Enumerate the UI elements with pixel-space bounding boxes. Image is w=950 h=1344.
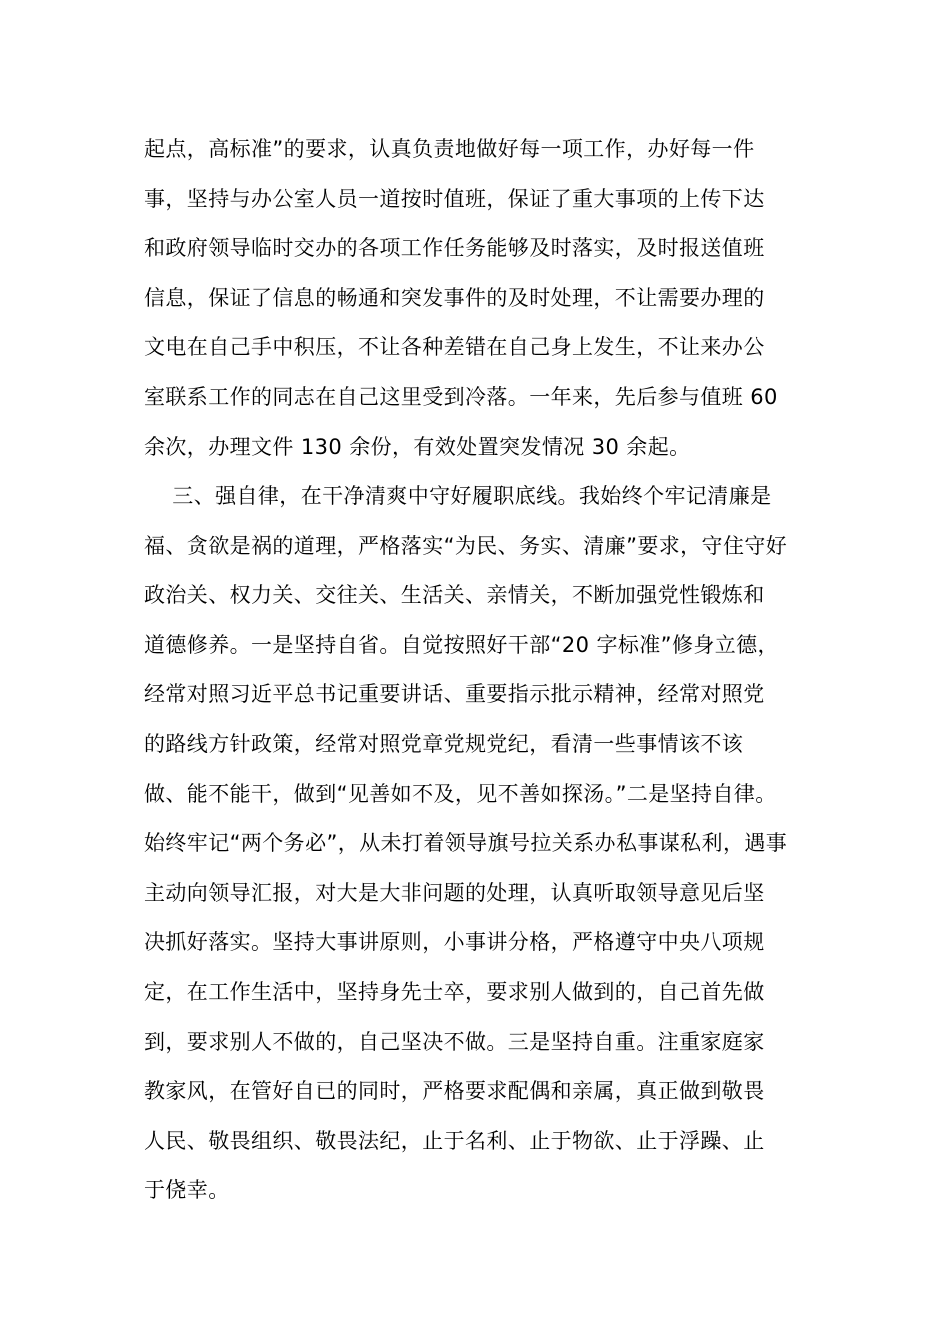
paragraph-1 <box>144 125 810 472</box>
text-line: 政治关、权力关、交往关、生活关、亲情关，不断加强党性锻炼和 <box>144 583 765 608</box>
text-line: 经常对照习近平总书记重要讲话、重要指示批示精神，经常对照党 <box>144 682 765 707</box>
text-line: 信息，保证了信息的畅通和突发事件的及时处理，不让需要办理的 <box>144 285 765 310</box>
text-line: 室联系工作的同志在自己这里受到冷落。一年来，先后参与值班 60 <box>144 384 778 409</box>
text-line: 定，在工作生活中，坚持身先士卒，要求别人做到的，自己首先做 <box>144 979 765 1004</box>
text-line: 人民、敬畏组织、敬畏法纪，止于名利、止于物欲、止于浮躁、止 <box>144 1128 765 1153</box>
text-line: 到，要求别人不做的，自己坚决不做。三是坚持自重。注重家庭家 <box>144 1029 765 1054</box>
text-line: 始终牢记“两个务必”，从未打着领导旗号拉关系办私事谋私利，遇事 <box>144 831 788 856</box>
text-line: 事，坚持与办公室人员一道按时值班，保证了重大事项的上传下达 <box>144 186 765 211</box>
text-line: 道德修养。一是坚持自省。自觉按照好干部“20 字标准”修身立德， <box>144 632 779 657</box>
text-line: 福、贪欲是祸的道理，严格落实“为民、务实、清廉”要求，守住守好 <box>144 533 788 558</box>
text-line: 起点，高标准”的要求，认真负责地做好每一项工作，办好每一件 <box>144 137 755 161</box>
text-line: 主动向领导汇报，对大是大非问题的处理，认真听取领导意见后坚 <box>144 880 765 905</box>
text-line: 教家风，在管好自已的同时，严格要求配偶和亲属，真正做到敬畏 <box>144 1079 765 1104</box>
paragraph-2 <box>144 472 810 1216</box>
text-line: 三、强自律，在干净清爽中守好履职底线。我始终个牢记清廉是 <box>144 484 772 508</box>
text-line: 文电在自己手中积压，不让各种差错在自己身上发生，不让来办公 <box>144 335 765 360</box>
text-line: 余次，办理文件 130 余份，有效处置突发情况 30 余起。 <box>144 434 691 459</box>
text-line: 决抓好落实。坚持大事讲原则，小事讲分格，严格遵守中央八项规 <box>144 930 765 955</box>
text-line: 做、能不能干，做到“见善如不及，见不善如探汤。”二是坚持自律。 <box>144 781 777 806</box>
text-line: 的路线方针政策，经常对照党章党规党纪，看清一些事情该不该 <box>144 731 744 756</box>
text-line: 和政府领导临时交办的各项工作任务能够及时落实，及时报送值班 <box>144 236 765 261</box>
text-line: 于侥幸。 <box>144 1178 230 1203</box>
